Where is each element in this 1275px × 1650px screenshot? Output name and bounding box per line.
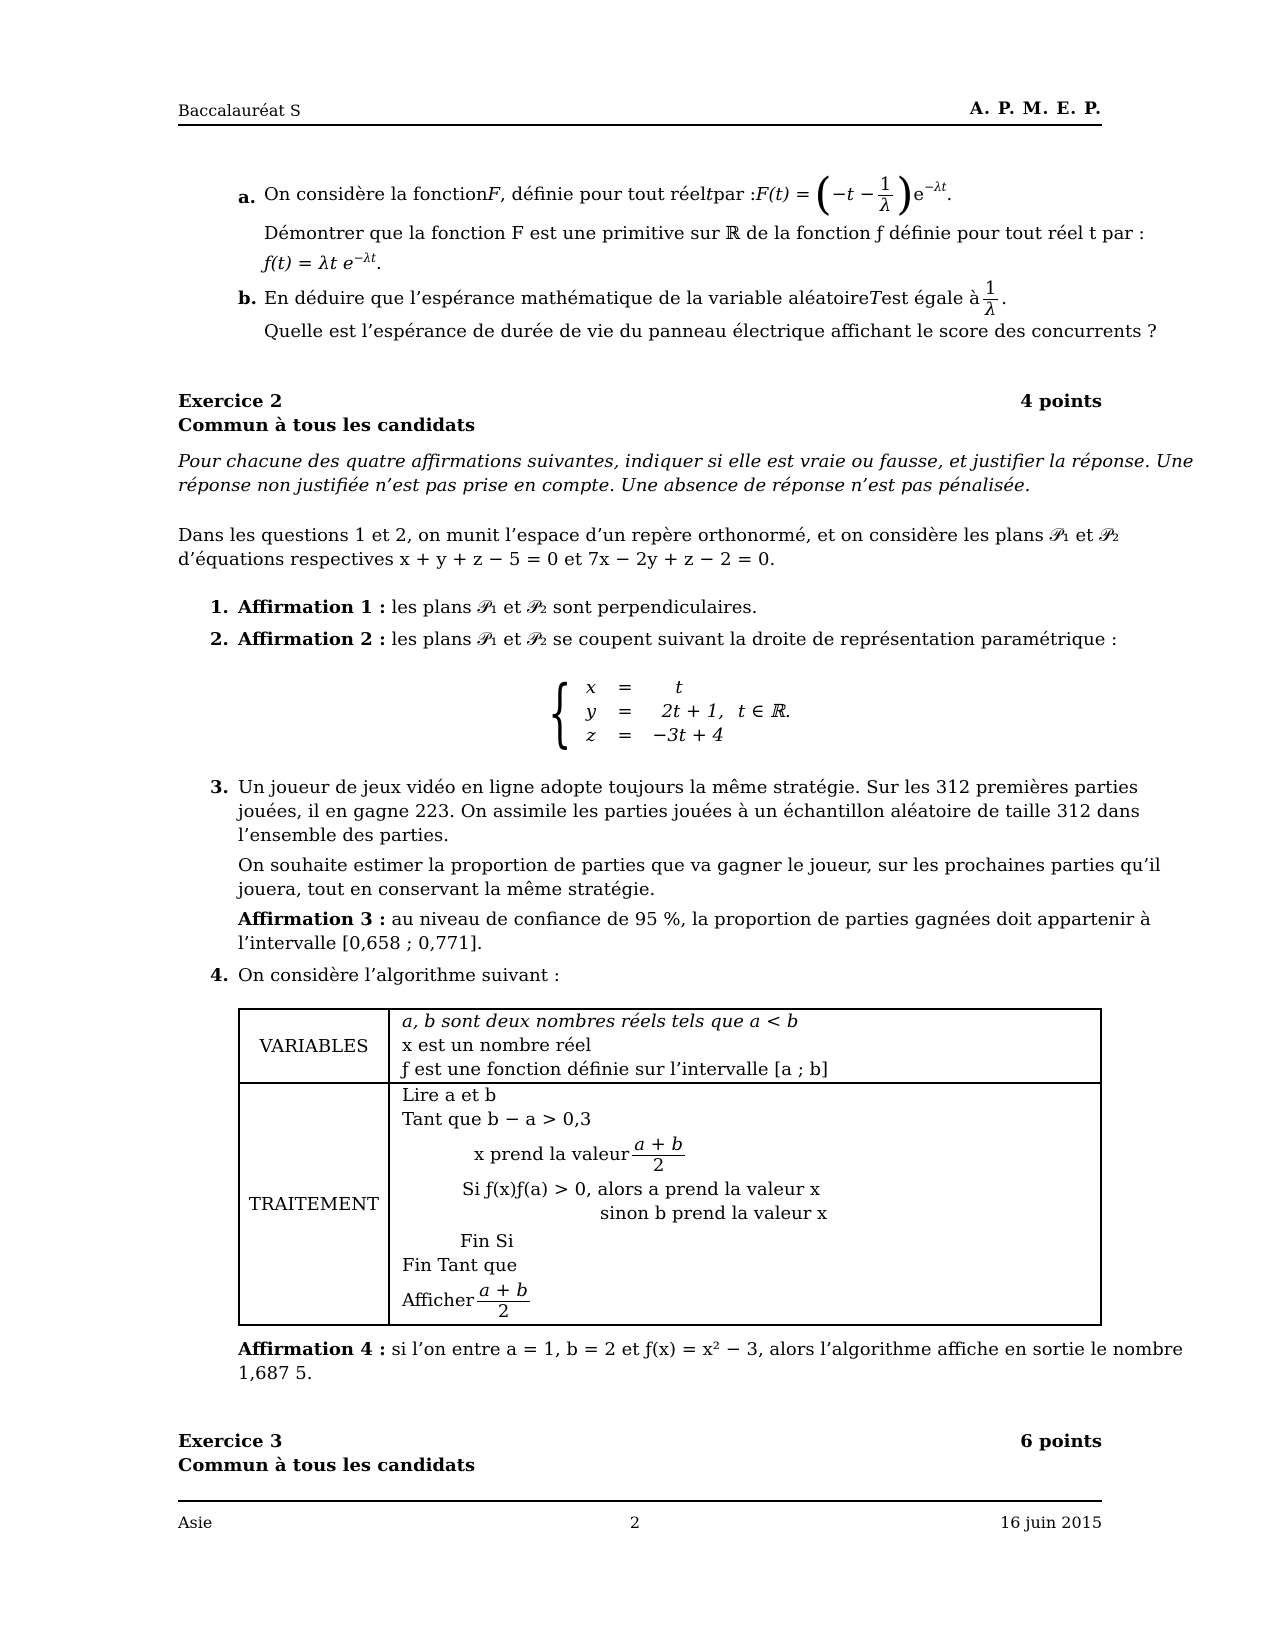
item-1-text: Affirmation 1 : les plans 𝒫₁ et 𝒫₂ sont perpendiculaires. (238, 597, 758, 618)
treatment-content (389, 1083, 1101, 1325)
exercise2-intro-1: Dans les questions 1 et 2, on munit l’espace d’un repère orthonormé, et on considère les plans 𝒫₁ et 𝒫₂ (178, 525, 1120, 546)
fraction-a-plus-b-over-2: $\frac{a + b}{2}$ (634, 1133, 683, 1176)
affirmation-4-line1: Affirmation 4 : si l’on entre a = 1, b = 2 et ƒ(x) = x² − 3, alors l’algorithme affiche en sortie le nombre (238, 1339, 1183, 1360)
exercise2-title: Exercice 2 (178, 391, 283, 412)
item-3-p1-line2: jouées, il en gagne 223. On assimile les parties jouées à un échantillon aléatoire de taille 312 dans (238, 801, 1140, 822)
item-3-p2-line2: jouera, tout en conservant la même stratégie. (238, 879, 656, 900)
affirmation-3-line2: l’intervalle [0,658 ; 0,771]. (238, 933, 483, 954)
system-eq-2: = (617, 701, 633, 722)
item-3-p2-line1: On souhaite estimer la proportion de parties que va gagner le joueur, sur les prochaines parties qu’il (238, 855, 1161, 876)
item-3-p1-line3: l’ensemble des parties. (238, 825, 449, 846)
exercise2-intro-2: d’équations respectives x + y + z − 5 = 0 et 7x − 2y + z − 2 = 0. (178, 549, 776, 570)
variables-content (389, 1009, 1101, 1083)
treatment-endwhile: Fin Tant que (402, 1255, 518, 1276)
part-a-line2: Démontrer que la fonction F est une primitive sur ℝ de la fonction ƒ définie pour tout réel t par : (264, 223, 1145, 244)
system-domain: t ∈ ℝ. (738, 701, 791, 722)
treatment-display: Afficher $\frac{a + b}{2}$ (402, 1279, 528, 1322)
fraction-one-over-lambda: $\frac{1}{\lambda}$ (879, 173, 892, 216)
system-rhs-3: −3t + 4 (652, 725, 724, 746)
algorithm-table (238, 1008, 1102, 1326)
header-rule (178, 124, 1102, 126)
header-left: Baccalauréat S (178, 101, 301, 120)
item-4-number: 4. (210, 965, 229, 986)
system-var-y: y (585, 701, 597, 722)
part-a-line1: On considère la fonction F , définie pour tout réel t par : F(t) = ( −t − $\frac{1}{\lambda}$ ) e $^{-\lambda t}$ . (264, 169, 953, 220)
algorithm-treatment-row (239, 1083, 1101, 1325)
part-a-line3: ƒ(t) = λt $e^{-\lambda t}$. (264, 251, 382, 274)
treatment-assign: x prend la valeur $\frac{a + b}{2}$ (474, 1133, 683, 1176)
treatment-else: sinon b prend la valeur x (600, 1203, 828, 1224)
footer-right: 16 juin 2015 (1000, 1513, 1102, 1532)
header-right: A. P. M. E. P. (969, 99, 1102, 119)
treatment-if: Si ƒ(x)ƒ(a) > 0, alors a prend la valeur x (462, 1179, 821, 1200)
part-b-line2: Quelle est l’espérance de durée de vie du panneau électrique affichant le score des concurrents ? (264, 321, 1157, 342)
item-3-p1-line1: Un joueur de jeux vidéo en ligne adopte toujours la même stratégie. Sur les 312 premières parties (238, 777, 1139, 798)
system-rhs-2: 2t + 1, (661, 701, 724, 722)
system-var-z: z (586, 725, 596, 746)
item-4-text: On considère l’algorithme suivant : (238, 965, 560, 986)
affirmation-4-line2: 1,687 5. (238, 1363, 313, 1384)
treatment-while: Tant que b − a > 0,3 (402, 1109, 592, 1130)
treatment-read: Lire a et b (402, 1085, 497, 1106)
part-b-label: b. (238, 288, 257, 309)
exercise3-points: 6 points (1020, 1431, 1102, 1452)
exercise3-title: Exercice 3 (178, 1431, 283, 1452)
system-brace: { (548, 670, 572, 756)
algorithm-variables-row (239, 1009, 1101, 1083)
item-1-number: 1. (210, 597, 229, 618)
part-b-line1: En déduire que l’espérance mathématique de la variable aléatoire T est égale à $\frac{1}{\lambda}$ . (264, 277, 1007, 320)
exercise2-instructions-1: Pour chacune des quatre affirmations suivantes, indiquer si elle est vraie ou fausse, et justifier la réponse. Une (178, 451, 1194, 472)
variables-line-2: x est un nombre réel (402, 1035, 592, 1056)
item-2-text: Affirmation 2 : les plans 𝒫₁ et 𝒫₂ se coupent suivant la droite de représentation paramétrique : (238, 629, 1118, 650)
exercise2-subtitle: Commun à tous les candidats (178, 415, 476, 436)
system-eq-1: = (617, 677, 633, 698)
fraction-display-a-plus-b-over-2: $\frac{a + b}{2}$ (479, 1279, 528, 1322)
page-number: 2 (629, 1513, 641, 1532)
system-var-x: x (585, 677, 597, 698)
footer-rule (178, 1500, 1102, 1502)
footer-left: Asie (178, 1513, 213, 1532)
variables-line-1: a, b sont deux nombres réels tels que a < b (402, 1011, 799, 1032)
exercise2-instructions-2: réponse non justifiée n’est pas prise en compte. Une absence de réponse n’est pas pénalisée. (178, 475, 1031, 496)
item-2-number: 2. (210, 629, 229, 650)
item-3-number: 3. (210, 777, 229, 798)
variables-line-3: ƒ est une fonction définie sur l’intervalle [a ; b] (402, 1059, 829, 1080)
treatment-endif: Fin Si (460, 1231, 514, 1252)
exercise3-subtitle: Commun à tous les candidats (178, 1455, 476, 1476)
affirmation-3-line1: Affirmation 3 : au niveau de confiance de 95 %, la proportion de parties gagnées doit appartenir à (238, 909, 1151, 930)
fraction-one-over-lambda-b: $\frac{1}{\lambda}$ (984, 277, 997, 320)
variables-label: VARIABLES (239, 1009, 389, 1083)
system-rhs-1: t (675, 677, 683, 698)
part-a-label: a. (238, 187, 256, 208)
exercise2-points: 4 points (1020, 391, 1102, 412)
treatment-label: TRAITEMENT (239, 1083, 389, 1325)
system-eq-3: = (617, 725, 633, 746)
